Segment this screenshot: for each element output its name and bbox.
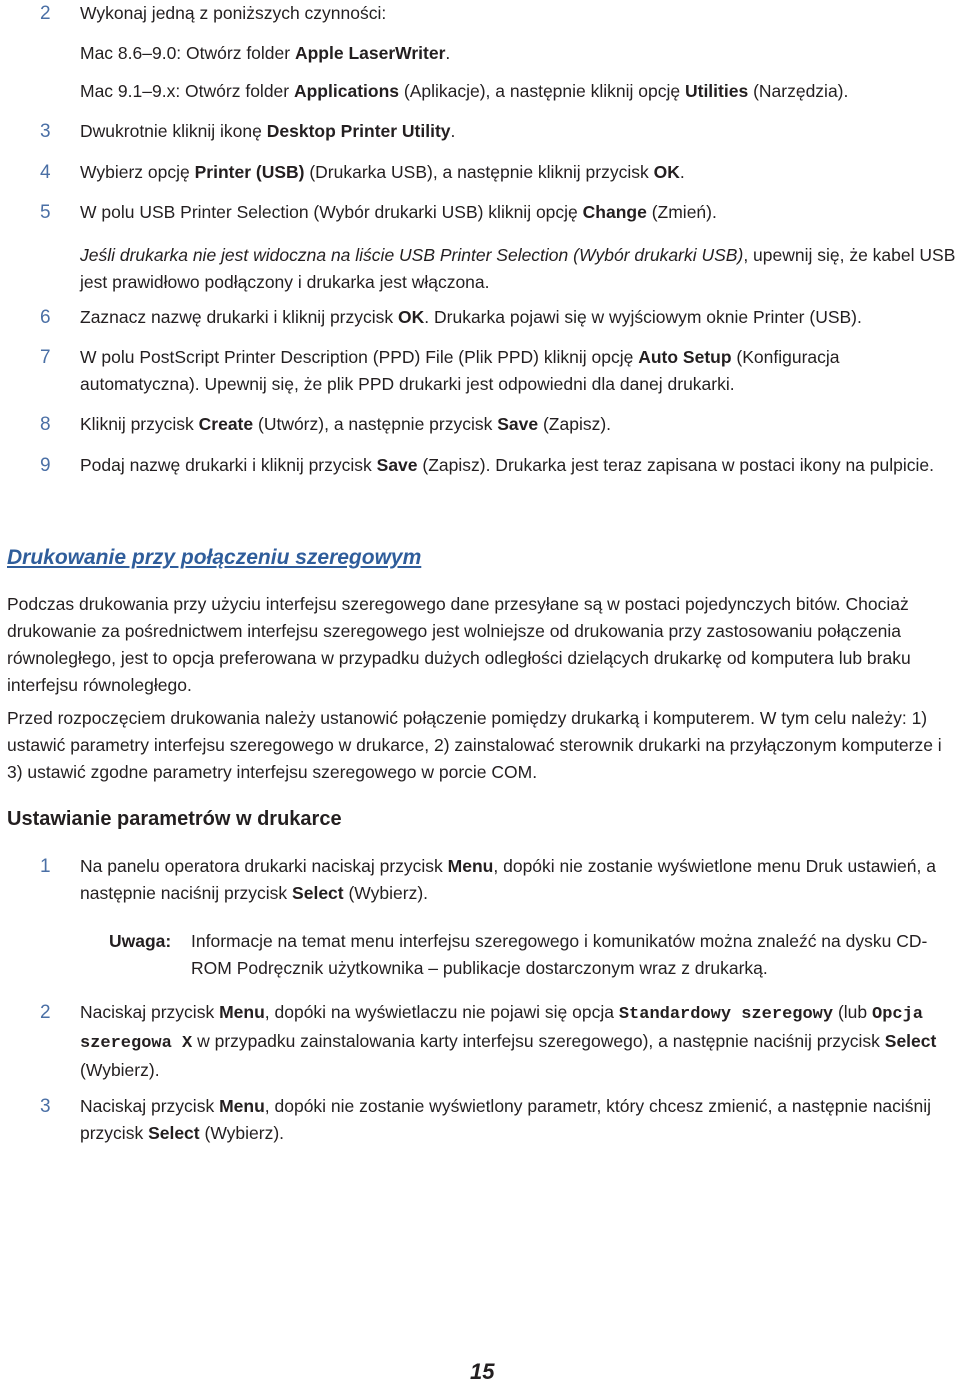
text-run: Na panelu operatora drukarki naciskaj przycisk xyxy=(80,856,448,876)
step-text xyxy=(80,344,958,398)
step-5 xyxy=(40,199,958,226)
text-run: W polu USB Printer Selection (Wybór drukarki USB) kliknij opcję xyxy=(80,202,583,222)
text-run: Mac 8.6–9.0: Otwórz folder xyxy=(80,43,295,63)
text-run: (Zmień). xyxy=(646,202,717,222)
bold-text: Select xyxy=(884,1031,937,1051)
step-text xyxy=(80,245,955,292)
text-run: (Drukarka USB), a następnie kliknij przycisk xyxy=(304,162,654,182)
step-number: 4 xyxy=(40,162,51,183)
step-text xyxy=(80,0,958,27)
text-run: (lub xyxy=(833,1002,872,1022)
step-number: 9 xyxy=(40,455,51,476)
step-2-option-mac86 xyxy=(80,40,958,67)
bold-text: OK xyxy=(653,162,680,182)
step-7 xyxy=(40,344,958,398)
step-text xyxy=(80,304,958,331)
bold-text: Menu xyxy=(219,1002,265,1022)
bold-text: Printer (USB) xyxy=(194,162,305,182)
text-run: (Wybierz). xyxy=(199,1123,285,1143)
section-title: Drukowanie przy połączeniu szeregowym xyxy=(7,546,422,569)
bold-text: Menu xyxy=(447,856,494,876)
step-text xyxy=(80,853,958,907)
text-run: (Narzędzia). xyxy=(748,81,849,101)
step-text xyxy=(80,452,958,479)
text-run: Mac 9.1–9.x: Otwórz folder xyxy=(80,81,294,101)
printer-step-1 xyxy=(40,853,958,907)
note-text: Informacje na temat menu interfejsu szeregowego i komunikatów można znaleźć na dysku CD-ROM Podręcznik użytkownika – publikacje dostarczonym wraz z drukarką. xyxy=(191,931,928,978)
text-run: Naciskaj przycisk xyxy=(80,1002,220,1022)
step-3 xyxy=(40,118,958,145)
bold-text: Change xyxy=(582,202,647,222)
step-number: 3 xyxy=(40,1096,51,1117)
display-message: Opcja szeregowa X xyxy=(80,1005,924,1053)
step-9 xyxy=(40,452,958,479)
text-run: Naciskaj przycisk xyxy=(80,1096,220,1116)
step-2 xyxy=(40,0,958,27)
text-run: , upewnij się, że kabel USB jest prawidłowo podłączony i drukarka jest włączona. xyxy=(80,245,956,292)
paragraph: Przed rozpoczęciem drukowania należy ustanowić połączenie pomiędzy drukarką i komputerem. W tym celu należy: 1) ustawić parametry interfejsu szeregowego w drukarce, 2) zainstalować sterownik drukarki na przyłączonym komputerze i 3) ustawić zgodne parametry interfejsu szeregowego w porcie COM. xyxy=(7,708,942,782)
text-run: Dwukrotnie kliknij ikonę xyxy=(80,121,267,141)
bold-text: Save xyxy=(376,455,418,475)
text-run: Kliknij przycisk xyxy=(80,414,199,434)
text-run: . Drukarka pojawi się w wyjściowym oknie Printer (USB). xyxy=(424,307,862,327)
bold-text: Utilities xyxy=(684,81,749,101)
text-run: (Utwórz), a następnie przycisk xyxy=(253,414,498,434)
bold-text: Apple LaserWriter xyxy=(294,43,446,63)
text-run: W polu PostScript Printer Description (PPD) File (Plik PPD) kliknij opcję xyxy=(80,347,639,367)
bold-text: Create xyxy=(198,414,254,434)
bold-text: Menu xyxy=(219,1096,265,1116)
step-text xyxy=(80,999,958,1084)
subsection-title: Ustawianie parametrów w drukarce xyxy=(7,808,342,830)
step-2-option-mac91 xyxy=(80,78,958,105)
step-text xyxy=(80,199,958,226)
page-number: 15 xyxy=(470,1359,495,1384)
text-run: (Zapisz). xyxy=(538,414,612,434)
note xyxy=(109,928,959,982)
text-run: (Wybierz). xyxy=(80,1060,160,1080)
text-run: , dopóki na wyświetlaczu nie pojawi się opcja xyxy=(264,1002,619,1022)
text-run: Wykonaj jedną z poniższych czynności: xyxy=(80,3,387,23)
step-number: 5 xyxy=(40,202,51,223)
printer-step-3 xyxy=(40,1093,958,1147)
text-run: (Aplikacje), a następnie kliknij opcję xyxy=(399,81,685,101)
step-number: 2 xyxy=(40,1002,51,1023)
text-run: (Konfiguracja automatyczna). Upewnij się, że plik PPD drukarki jest odpowiedni dla danej drukarki. xyxy=(80,347,840,394)
text-run: . xyxy=(450,121,456,141)
step-text xyxy=(80,411,958,438)
display-message: Standardowy szeregowy xyxy=(618,1005,834,1024)
text-run: . xyxy=(679,162,685,182)
text-run: Podaj nazwę drukarki i kliknij przycisk xyxy=(80,455,377,475)
text-run: (Zapisz). Drukarka jest teraz zapisana w postaci ikony na pulpicie. xyxy=(417,455,934,475)
step-5-note xyxy=(80,242,958,296)
step-4 xyxy=(40,159,958,186)
step-number: 6 xyxy=(40,307,51,328)
text-run: Wybierz opcję xyxy=(80,162,195,182)
step-text xyxy=(80,159,958,186)
note-label: Uwaga: xyxy=(109,931,172,951)
step-text xyxy=(80,118,958,145)
bold-text: Auto Setup xyxy=(638,347,732,367)
step-number: 3 xyxy=(40,121,51,142)
text-run: (Wybierz). xyxy=(343,883,429,903)
printer-step-2 xyxy=(40,999,958,1084)
step-text xyxy=(80,1093,958,1147)
step-text xyxy=(80,43,450,63)
step-number: 2 xyxy=(40,3,51,24)
text-run: w przypadku zainstalowania karty interfejsu szeregowego), a następnie naciśnij przycisk xyxy=(192,1031,885,1051)
paragraph: Podczas drukowania przy użyciu interfejsu szeregowego dane przesyłane są w postaci pojedynczych bitów. Chociaż drukowanie za pośrednictwem interfejsu szeregowego jest wolniejsze od drukowania przy zastosowaniu połączenia równoległego, jest to opcja preferowana w przypadku dużych odległości dzielących drukarkę od komputera lub braku interfejsu równoległego. xyxy=(7,594,911,695)
text-run: Zaznacz nazwę drukarki i kliknij przycisk xyxy=(80,307,399,327)
bold-text: Select xyxy=(292,883,344,903)
bold-text: Desktop Printer Utility xyxy=(266,121,451,141)
bold-text: Applications xyxy=(293,81,399,101)
italic-text: Jeśli drukarka nie jest widoczna na liście USB Printer Selection (Wybór drukarki USB) xyxy=(80,245,744,265)
step-text xyxy=(80,81,848,101)
bold-text: Select xyxy=(148,1123,200,1143)
text-run: , dopóki nie zostanie wyświetlone menu Druk ustawień, a następnie naciśnij przycisk xyxy=(80,856,936,903)
step-number: 1 xyxy=(40,856,51,877)
step-number: 7 xyxy=(40,347,51,368)
text-run: . xyxy=(445,43,451,63)
bold-text: Save xyxy=(497,414,539,434)
step-6 xyxy=(40,304,958,331)
step-8 xyxy=(40,411,958,438)
bold-text: OK xyxy=(398,307,425,327)
step-number: 8 xyxy=(40,414,51,435)
text-run: , dopóki nie zostanie wyświetlony parametr, który chcesz zmienić, a następnie naciśnij przycisk xyxy=(80,1096,932,1143)
